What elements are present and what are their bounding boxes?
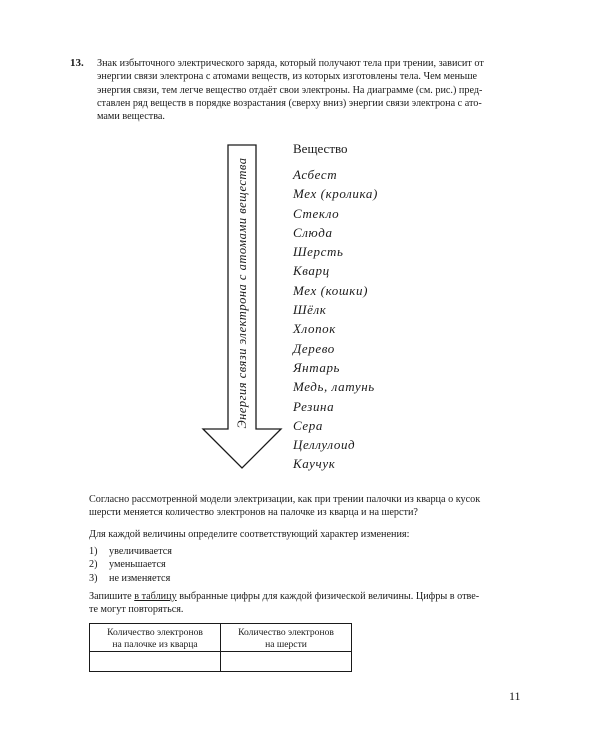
question-paragraph	[89, 493, 549, 520]
intro-line: Знак избыточного электрического заряда, который получают тела при трении, зависит от	[97, 58, 484, 69]
option-number: 3)	[89, 572, 98, 584]
substance-item: Асбест	[293, 167, 338, 182]
substance-header: Вещество	[293, 141, 348, 156]
substance-item: Мех (кошки)	[293, 282, 369, 298]
option-text: не изменяется	[109, 572, 171, 584]
substance-item: Целлулоид	[293, 437, 356, 453]
substance-item: Кварц	[293, 263, 330, 279]
question-number: 13.	[70, 57, 84, 69]
option-item	[89, 558, 172, 571]
substance-item: Стекло	[293, 205, 340, 221]
substance-item: Дерево	[293, 340, 335, 356]
substance-item: Каучук	[293, 456, 336, 472]
option-text: увеличивается	[109, 546, 172, 557]
option-number: 1)	[89, 546, 98, 557]
intro-line: мами вещества.	[97, 111, 165, 123]
intro-line: энергии связи электрона с атомами веществ, из которых изготовлены тела. Чем меньше	[97, 71, 478, 83]
substance-item: Янтарь	[293, 359, 341, 375]
table-instruction	[89, 590, 549, 617]
substance-item: Слюда	[293, 224, 333, 240]
substance-item: Хлопок	[293, 321, 336, 337]
substance-item: Медь, латунь	[293, 379, 375, 395]
answer-cell-quartz[interactable]	[90, 652, 221, 672]
substance-item: Шёлк	[293, 302, 327, 318]
option-item	[89, 572, 172, 585]
option-number: 2)	[89, 559, 98, 571]
column-header-quartz: Количество электронов на палочке из кварца	[90, 624, 221, 652]
instruction-suffix: выбранные цифры для каждой физической величины. Цифры в отве-	[176, 591, 480, 602]
page-number: 11	[509, 689, 521, 703]
answer-table	[89, 623, 352, 672]
intro-line: энергия связи, тем легче вещество отдаёт свои электроны. На диаграмме (см. рис.) пред-	[97, 84, 483, 96]
column-header-wool: Количество электронов на шерсти	[221, 624, 352, 652]
substance-item: Резина	[293, 398, 335, 414]
table-link[interactable]: в таблицу	[134, 591, 177, 602]
option-text: уменьшается	[109, 559, 166, 571]
substance-item: Шерсть	[293, 244, 344, 260]
paragraph-line: Согласно рассмотренной модели электризации, как при трении палочки из кварца о кусок	[89, 494, 481, 505]
intro-line: ставлен ряд веществ в порядке возрастания (сверху вниз) энергии связи электрона с ато-	[97, 97, 482, 109]
substance-list	[293, 165, 378, 474]
substance-item: Мех (кролика)	[293, 186, 378, 202]
instruction-prefix: Запишите	[89, 591, 135, 602]
option-item	[89, 545, 172, 558]
instruction-paragraph: Для каждой величины определите соответствующий характер изменения:	[89, 529, 410, 540]
arrow-label: Энергия связи электрона с атомами вещества	[235, 157, 249, 429]
answer-options	[89, 545, 172, 585]
substance-item: Сера	[293, 417, 323, 433]
instruction-line2: те могут повторяться.	[89, 604, 184, 616]
paragraph-line: шерсти меняется количество электронов на палочке из кварца и на шерсти?	[89, 507, 418, 519]
answer-cell-wool[interactable]	[221, 652, 352, 672]
